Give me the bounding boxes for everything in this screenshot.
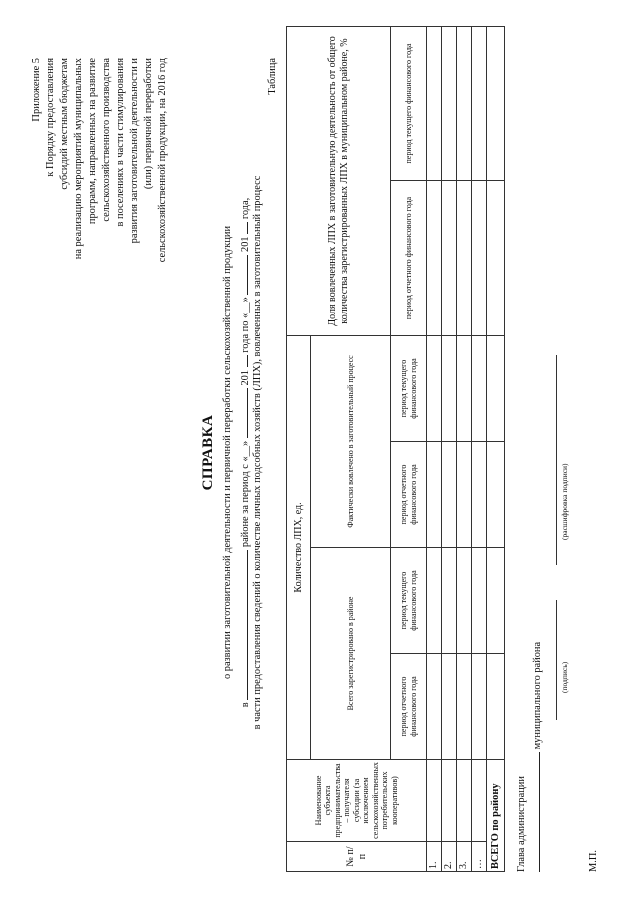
row-number: 3. xyxy=(457,842,472,872)
table-cell xyxy=(472,548,487,654)
total-label: ВСЕГО по району xyxy=(487,760,505,872)
table-cell xyxy=(472,442,487,548)
district-name-blank xyxy=(530,752,540,872)
header-total-registered: Всего зарегистрировано в районе xyxy=(311,548,391,760)
period-to-text: года по «__» xyxy=(240,297,251,353)
header-period-prev-3: период отчетного финансового года xyxy=(391,181,427,336)
table-cell xyxy=(427,442,442,548)
table-cell xyxy=(427,27,442,181)
signature-line xyxy=(556,600,557,720)
document-title: СПРАВКА xyxy=(200,414,216,491)
table-cell xyxy=(487,181,505,336)
appendix-block xyxy=(30,58,170,328)
header-share: Доля вовлеченных ЛПХ в заготовительную деятельность от общего количества зарегистрированных ЛПХ в муниципальном районе, % xyxy=(287,27,391,336)
to-year-blank xyxy=(237,222,248,234)
subtitle-line-3: в части предоставления сведений о количестве личных подсобных хозяйств (ЛПХ), вовлеченных в заготовительный процесс xyxy=(252,175,263,730)
from-year: 201 xyxy=(240,369,251,386)
table-cell xyxy=(472,27,487,181)
table-cell xyxy=(442,181,457,336)
table-total-row xyxy=(487,27,505,872)
row-number: 1. xyxy=(427,842,442,872)
table-row xyxy=(427,27,442,872)
district-label-line xyxy=(530,642,543,872)
appendix-line-9: (или) первичной переработки xyxy=(143,58,154,190)
district-label: муниципального района xyxy=(532,641,543,750)
table-row xyxy=(442,27,457,872)
table-cell xyxy=(472,181,487,336)
appendix-line-2: к Порядку предоставления xyxy=(45,58,56,177)
table-cell xyxy=(442,760,457,842)
table-cell xyxy=(472,336,487,442)
in-word: в xyxy=(240,702,251,708)
appendix-line-8: развития заготовительной деятельности и xyxy=(129,58,140,244)
table-cell xyxy=(457,181,472,336)
head-of-administration-label: Глава администрации xyxy=(516,776,527,872)
table-row xyxy=(472,27,487,872)
table-cell xyxy=(457,336,472,442)
from-month-blank xyxy=(237,388,248,438)
table-cell xyxy=(487,336,505,442)
header-subject-name: Наименование субъекта предпринимательства – получателя субсидии (за исключением сельскохозяйственных потребительских кооперативов) xyxy=(287,760,427,842)
header-lph-count: Количество ЛПХ, ед. xyxy=(287,336,311,760)
table-cell xyxy=(487,27,505,181)
header-actually-involved: Фактически вовлечено в заготовительный процесс xyxy=(311,336,391,548)
table-cell xyxy=(442,548,457,654)
appendix-line-10: сельскохозяйственной продукции, на 2016 год xyxy=(157,58,168,263)
table-cell xyxy=(427,181,442,336)
table-cell xyxy=(442,442,457,548)
table-cell xyxy=(442,27,457,181)
appendix-line-4: на реализацию мероприятий муниципальных xyxy=(73,58,84,260)
header-period-curr-1: период текущего финансового года xyxy=(391,548,427,654)
table-header-row-1 xyxy=(287,27,311,872)
appendix-line-6: сельскохозяйственного производства xyxy=(101,58,112,222)
to-month-blank xyxy=(237,255,248,295)
from-year-blank xyxy=(237,355,248,367)
row-number: 2. xyxy=(442,842,457,872)
appendix-line-7: в поселениях в части стимулирования xyxy=(115,58,126,227)
table-cell xyxy=(487,654,505,760)
table-cell xyxy=(457,760,472,842)
table-cell xyxy=(427,336,442,442)
year-end-text: года, xyxy=(240,197,251,220)
table-cell xyxy=(472,760,487,842)
table-cell xyxy=(457,654,472,760)
table-cell xyxy=(457,442,472,548)
appendix-line-5: программ, направленных на развитие xyxy=(87,58,98,225)
header-number: № п/п xyxy=(287,842,427,872)
decode-caption: (расшифровка подписи) xyxy=(560,463,569,540)
table-cell xyxy=(442,654,457,760)
table-header-row-3 xyxy=(391,27,427,872)
header-period-prev-2: период отчетного финансового года xyxy=(391,442,427,548)
subtitle-line-1: о развитии заготовительной деятельности и первичной переработки сельскохозяйственной продукции xyxy=(222,225,233,680)
decode-line xyxy=(556,355,557,565)
table-label: Таблица xyxy=(267,58,278,95)
to-year: 201 xyxy=(240,236,251,252)
table-cell xyxy=(487,548,505,654)
header-period-curr-2: период текущего финансового года xyxy=(391,336,427,442)
subtitle-line-2 xyxy=(237,0,251,905)
table-cell xyxy=(457,548,472,654)
table-row xyxy=(457,27,472,872)
district-blank xyxy=(237,550,248,700)
appendix-line-3: субсидий местным бюджетам xyxy=(59,58,70,190)
table-cell xyxy=(442,336,457,442)
header-period-prev-1: период отчетного финансового года xyxy=(391,654,427,760)
lph-table xyxy=(286,26,505,872)
signature-caption: (подпись) xyxy=(560,661,569,693)
period-from-text: районе за период с «__» xyxy=(240,440,251,548)
header-period-curr-3: период текущего финансового года xyxy=(391,27,427,181)
appendix-line-1: Приложение 5 xyxy=(31,58,42,122)
table-cell xyxy=(457,27,472,181)
table-cell xyxy=(427,548,442,654)
table-cell xyxy=(427,760,442,842)
table-cell xyxy=(472,654,487,760)
stamp-place: М.П. xyxy=(588,850,599,872)
table-cell xyxy=(427,654,442,760)
row-number: … xyxy=(472,842,487,872)
table-cell xyxy=(487,442,505,548)
